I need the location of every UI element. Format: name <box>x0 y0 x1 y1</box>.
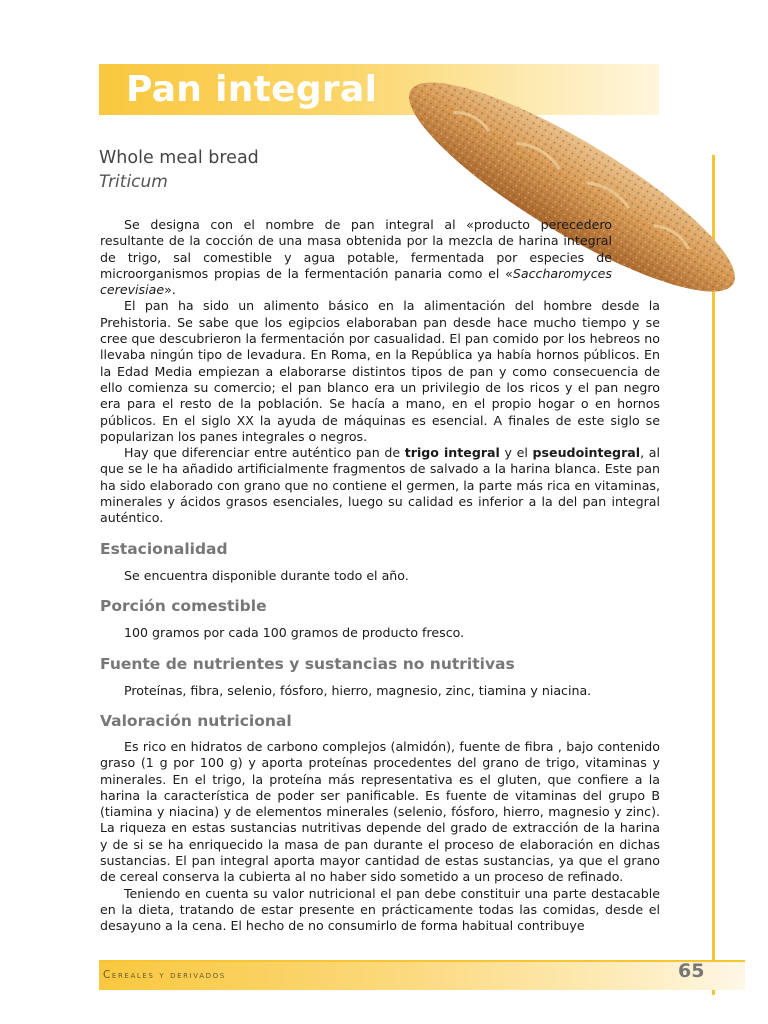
section-heading-portion: Porción comestible <box>100 597 267 615</box>
intro-paragraph-3: Hay que diferenciar entre auténtico pan de trigo integral y el pseudointegral, al que se le ha añadido artificialmente fragmentos de salvado a la harina blanca. Este pan ha sido elaborado con grano que no contiene el germen, la parte más rica en vitaminas, minerales y ácidos grasos esenciales, luego su calidad es inferior a la del pan integral auténtico. <box>100 445 660 526</box>
intro-text <box>100 217 660 527</box>
term-trigo-integral: trigo integral <box>404 445 500 461</box>
term-pseudointegral: pseudointegral <box>532 445 641 461</box>
section-body-nutrients: Proteínas, fibra, selenio, fósforo, hierro, magnesio, zinc, tiamina y niacina. <box>124 683 592 698</box>
intro-paragraph-1: Se designa con el nombre de pan integral al «producto perecedero resultante de la cocción de una masa obtenida por la mezcla de harina integral de trigo, sal comestible y agua potable, fermentada por especies de microorganismos propias de la fermentación panaria como el «Saccharomyces cerevisiae». <box>100 217 612 298</box>
english-name: Whole meal bread <box>99 148 259 168</box>
section-body-portion: 100 gramos por cada 100 gramos de producto fresco. <box>124 625 465 640</box>
value-paragraph-1: Es rico en hidratos de carbono complejos (almidón), fuente de fibra , bajo contenido graso (1 g por 100 g) y aporta proteínas procedentes del grano de trigo, vitaminas y minerales. En el trigo, la proteína más representativa es el gluten, que confiere a la harina la característica de poder ser panificable. Es fuente de vitaminas del grupo B (tiamina y niacina) y de elementos minerales (selenio, fósforo, hierro, magnesio y zinc). La riqueza en estas sustancias nutritivas depende del grado de extracción de la harina y de si se ha enriquecido la masa de pan durante el proceso de elaboración en dichas sustancias. El pan integral aporta mayor cantidad de estas sustancias, ya que el grano de cereal conserva la cubierta al no haber sido sometido a un proceso de refinado. <box>100 739 660 885</box>
section-body-value <box>100 739 660 935</box>
section-body-season: Se encuentra disponible durante todo el año. <box>124 568 409 583</box>
section-heading-nutrients: Fuente de nutrientes y sustancias no nutritivas <box>100 655 515 673</box>
footer-rule <box>99 960 745 962</box>
intro-paragraph-2: El pan ha sido un alimento básico en la alimentación del hombre desde la Prehistoria. Se sabe que los egipcios elaboraban pan desde hace mucho tiempo y se cree que descubrieron la fermentación por casualidad. El pan comido por los hebreos no llevaba ningún tipo de levadura. En Roma, en la República ya había hornos públicos. En la Edad Media empiezan a elaborarse distintos tipos de pan y como consecuencia de ello comienza su comercio; el pan blanco era un privilegio de los ricos y el pan negro era para el resto de la población. Se hacía a mano, en el propio hogar o en hornos públicos. En el siglo XX la ayuda de máquinas es esencial. A finales de este siglo se popularizan los panes integrales o negros. <box>100 298 660 444</box>
scientific-name: Triticum <box>99 172 168 192</box>
section-heading-season: Estacionalidad <box>100 540 228 558</box>
section-heading-value: Valoración nutricional <box>100 712 292 730</box>
chapter-name: Cereales y derivados <box>103 969 226 981</box>
yeast-species: Saccharomyces cerevisiae <box>100 265 612 298</box>
page-number: 65 <box>678 960 705 982</box>
value-paragraph-2: Teniendo en cuenta su valor nutricional el pan debe constituir una parte destacable en la dieta, tratando de estar presente en prácticamente todas las comidas, desde el desayuno a la cena. El hecho de no consumirlo de forma habitual contribuye <box>100 885 660 934</box>
page-title: Pan integral <box>126 69 378 110</box>
